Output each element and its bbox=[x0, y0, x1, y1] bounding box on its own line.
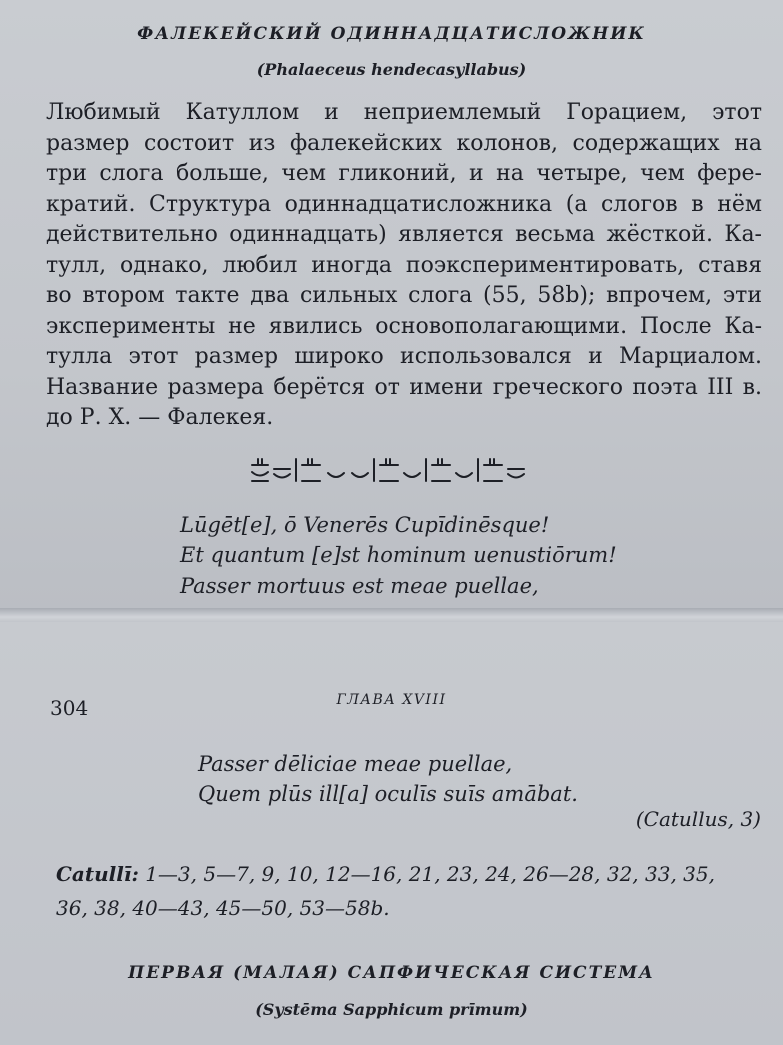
verse-line: Et quantum [e]st hominum uenustiōrum! bbox=[180, 543, 617, 567]
paragraph-line: Любимый Катуллом и неприемлемый Горацием, этот bbox=[46, 100, 762, 125]
verse-line: Quem plūs ill[a] oculīs suīs amābat. bbox=[198, 782, 578, 806]
paragraph-line: во втором такте два сильных слога (55, 58b); впрочем, эти bbox=[46, 283, 762, 308]
paragraph-line: размер состоит из фалекейских колонов, содержащих на bbox=[46, 130, 762, 156]
verse-line: Passer dēliciae meae puellae, bbox=[198, 752, 513, 776]
body-paragraph bbox=[46, 98, 762, 434]
meter-scheme bbox=[250, 455, 550, 485]
running-head: ГЛАВА XVIII bbox=[336, 692, 447, 708]
section-subtitle: (Phalaeceus hendecasyllabus) bbox=[256, 60, 527, 79]
paragraph-line: три слога больше, чем гликоний, и на четыре, чем фере- bbox=[46, 161, 762, 186]
next-section-subtitle: (Systēma Sapphicum prīmum) bbox=[255, 1000, 528, 1019]
next-section-title: ПЕРВАЯ (МАЛАЯ) САПФИЧЕСКАЯ СИСТЕМА bbox=[128, 963, 655, 983]
references-line: 36, 38, 40—43, 45—50, 53—58b. bbox=[56, 896, 390, 920]
paragraph-line: эксперименты не явились основополагающими. После Ка- bbox=[46, 313, 762, 339]
paragraph-line: кратий. Структура одиннадцатисложника (а слогов в нём bbox=[46, 191, 762, 217]
citation: (Catullus, 3) bbox=[635, 807, 761, 831]
paragraph-line: Название размера берётся от имени греческого поэта III в. bbox=[46, 374, 762, 400]
references-values: 1—3, 5—7, 9, 10, 12—16, 21, 23, 24, 26—28, 32, 33, 35, bbox=[145, 862, 715, 886]
section-title: ФАЛЕКЕЙСКИЙ ОДИННАДЦАТИСЛОЖНИК bbox=[137, 24, 646, 44]
verse-line: Passer mortuus est meae puellae, bbox=[180, 574, 539, 598]
paragraph-line: до Р. Х. — Фалекея. bbox=[46, 405, 274, 430]
page-number: 304 bbox=[50, 696, 89, 720]
references-label: Catullī: bbox=[56, 862, 139, 886]
references-line bbox=[56, 857, 768, 891]
verse-line: Lūgēt[e], ō Venerēs Cupīdinēsque! bbox=[180, 513, 550, 537]
paragraph-line: действительно одиннадцать) является весьма жёсткой. Ка- bbox=[46, 222, 762, 247]
paragraph-line: тулл, однако, любил иногда поэкспериментировать, ставя bbox=[46, 252, 762, 278]
paragraph-line: тулла этот размер широко использовался и Марциалом. bbox=[46, 344, 762, 369]
references bbox=[56, 857, 768, 925]
